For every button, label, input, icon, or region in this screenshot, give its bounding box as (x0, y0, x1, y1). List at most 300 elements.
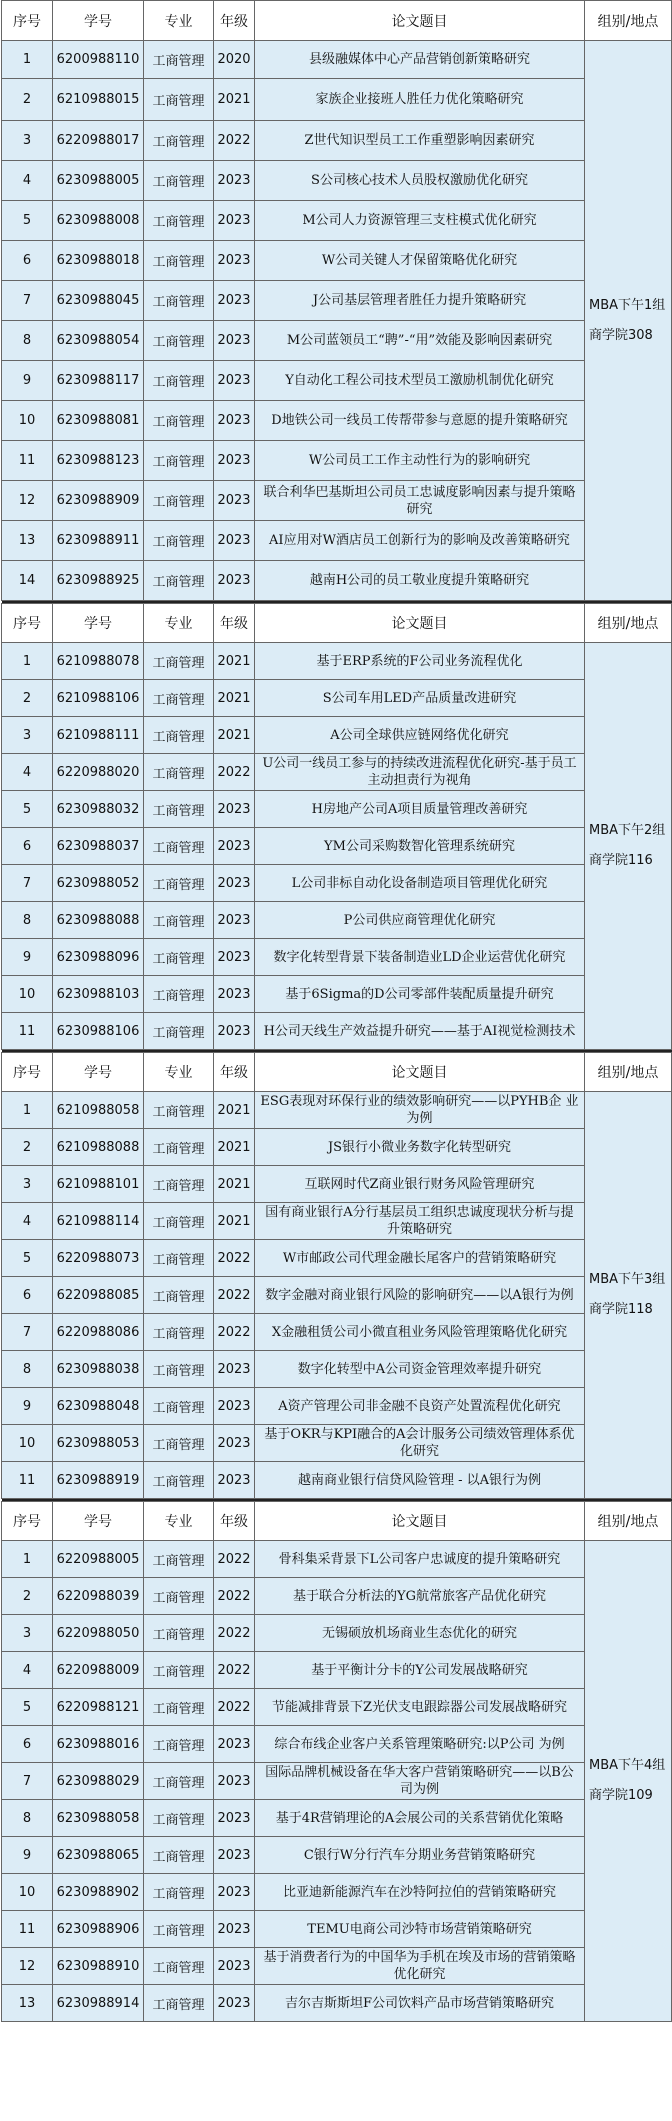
cell-thesis-title: 基于联合分析法的YG航常旅客产品优化研究 (255, 1578, 585, 1615)
cell-grade: 2022 (214, 1615, 255, 1652)
cell-student-id: 6220988050 (53, 1615, 144, 1652)
cell-grade: 2023 (214, 1837, 255, 1874)
cell-thesis-title: 越南H公司的员工敬业度提升策略研究 (255, 561, 585, 601)
cell-grade: 2020 (214, 41, 255, 79)
table-row (2, 754, 672, 791)
cell-student-id: 6220988086 (53, 1314, 144, 1351)
header-seq: 序号 (2, 604, 53, 643)
thesis-defense-table (1, 0, 672, 2022)
cell-student-id: 6210988106 (53, 680, 144, 717)
cell-student-id: 6210988101 (53, 1166, 144, 1203)
cell-seq: 8 (2, 321, 53, 361)
cell-student-id: 6230988906 (53, 1911, 144, 1948)
cell-thesis-title: Y自动化工程公司技术型员工激励机制优化研究 (255, 361, 585, 401)
cell-thesis-title: AI应用对W酒店员工创新行为的影响及改善策略研究 (255, 521, 585, 561)
table-row (2, 1314, 672, 1351)
cell-seq: 14 (2, 561, 53, 601)
cell-thesis-title: S公司车用LED产品质量改进研究 (255, 680, 585, 717)
cell-seq: 2 (2, 680, 53, 717)
cell-grade: 2023 (214, 1985, 255, 2022)
cell-thesis-title: 基于4R营销理论的A会展公司的关系营销优化策略 (255, 1800, 585, 1837)
cell-thesis-title: 县级融媒体中心产品营销创新策略研究 (255, 41, 585, 79)
cell-thesis-title: 基于OKR与KPI融合的A会计服务公司绩效管理体系优化研究 (255, 1425, 585, 1462)
cell-student-id: 6230988925 (53, 561, 144, 601)
cell-grade: 2023 (214, 1013, 255, 1050)
table-row (2, 1541, 672, 1578)
cell-grade: 2023 (214, 361, 255, 401)
cell-student-id: 6210988078 (53, 643, 144, 680)
cell-grade: 2022 (214, 1578, 255, 1615)
cell-grade: 2023 (214, 321, 255, 361)
group-location: 商学院308 (589, 327, 653, 343)
table-row (2, 1277, 672, 1314)
cell-major: 工商管理 (144, 1578, 214, 1615)
header-group: 组别/地点 (585, 1053, 672, 1092)
cell-student-id: 6220988005 (53, 1541, 144, 1578)
table-row (2, 1578, 672, 1615)
cell-student-id: 6210988111 (53, 717, 144, 754)
cell-major: 工商管理 (144, 1800, 214, 1837)
cell-thesis-title: JS银行小微业务数字化转型研究 (255, 1129, 585, 1166)
header-seq: 序号 (2, 1, 53, 41)
cell-grade: 2023 (214, 1763, 255, 1800)
table-row (2, 1166, 672, 1203)
cell-seq: 10 (2, 1425, 53, 1462)
table-row (2, 321, 672, 361)
cell-major: 工商管理 (144, 321, 214, 361)
header-grade: 年级 (214, 1, 255, 41)
cell-seq: 5 (2, 201, 53, 241)
cell-grade: 2023 (214, 161, 255, 201)
cell-major: 工商管理 (144, 1652, 214, 1689)
cell-major: 工商管理 (144, 680, 214, 717)
cell-major: 工商管理 (144, 201, 214, 241)
cell-thesis-title: 基于平衡计分卡的Y公司发展战略研究 (255, 1652, 585, 1689)
cell-thesis-title: ESG表现对环保行业的绩效影响研究——以PYHB企 业为例 (255, 1092, 585, 1129)
table-row (2, 717, 672, 754)
table-row (2, 1462, 672, 1499)
cell-grade: 2023 (214, 521, 255, 561)
cell-student-id: 6220988009 (53, 1652, 144, 1689)
table-row (2, 481, 672, 521)
cell-student-id: 6230988103 (53, 976, 144, 1013)
cell-major: 工商管理 (144, 1092, 214, 1129)
cell-grade: 2023 (214, 976, 255, 1013)
table-row (2, 79, 672, 121)
cell-grade: 2023 (214, 791, 255, 828)
cell-seq: 11 (2, 1462, 53, 1499)
cell-seq: 10 (2, 401, 53, 441)
header-major: 专业 (144, 1502, 214, 1541)
table-row (2, 828, 672, 865)
cell-student-id: 6230988123 (53, 441, 144, 481)
cell-major: 工商管理 (144, 1240, 214, 1277)
header-major: 专业 (144, 1053, 214, 1092)
cell-thesis-title: 吉尔吉斯斯坦F公司饮料产品市场营销策略研究 (255, 1985, 585, 2022)
cell-major: 工商管理 (144, 241, 214, 281)
cell-grade: 2022 (214, 1689, 255, 1726)
cell-seq: 12 (2, 481, 53, 521)
cell-thesis-title: YM公司采购数智化管理系统研究 (255, 828, 585, 865)
header-seq: 序号 (2, 1053, 53, 1092)
cell-thesis-title: M公司蓝领员工“聘”-“用”效能及影响因素研究 (255, 321, 585, 361)
cell-student-id: 6230988005 (53, 161, 144, 201)
cell-major: 工商管理 (144, 481, 214, 521)
header-group: 组别/地点 (585, 1502, 672, 1541)
cell-thesis-title: 数字金融对商业银行风险的影响研究——以A银行为例 (255, 1277, 585, 1314)
group-location: 商学院118 (589, 1302, 653, 1317)
cell-student-id: 6230988048 (53, 1388, 144, 1425)
cell-grade: 2021 (214, 717, 255, 754)
cell-grade: 2023 (214, 1800, 255, 1837)
cell-grade: 2021 (214, 1203, 255, 1240)
cell-seq: 9 (2, 1837, 53, 1874)
cell-seq: 8 (2, 902, 53, 939)
cell-thesis-title: 越南商业银行信贷风险管理 - 以A银行为例 (255, 1462, 585, 1499)
cell-thesis-title: A公司全球供应链网络优化研究 (255, 717, 585, 754)
cell-major: 工商管理 (144, 1874, 214, 1911)
cell-major: 工商管理 (144, 902, 214, 939)
cell-major: 工商管理 (144, 1763, 214, 1800)
cell-thesis-title: 基于ERP系统的F公司业务流程优化 (255, 643, 585, 680)
cell-student-id: 6230988032 (53, 791, 144, 828)
cell-student-id: 6220988020 (53, 754, 144, 791)
group-name: MBA下午1组 (589, 297, 666, 313)
group-cell (585, 1092, 672, 1499)
cell-major: 工商管理 (144, 828, 214, 865)
cell-seq: 3 (2, 717, 53, 754)
table-row (2, 521, 672, 561)
cell-seq: 4 (2, 161, 53, 201)
table-row (2, 1615, 672, 1652)
table-row (2, 791, 672, 828)
cell-grade: 2021 (214, 1092, 255, 1129)
cell-student-id: 6230988914 (53, 1985, 144, 2022)
header-row (2, 1053, 672, 1092)
cell-major: 工商管理 (144, 79, 214, 121)
table-row (2, 1092, 672, 1129)
header-row (2, 604, 672, 643)
cell-grade: 2023 (214, 865, 255, 902)
cell-grade: 2023 (214, 281, 255, 321)
cell-seq: 2 (2, 1578, 53, 1615)
cell-seq: 10 (2, 1874, 53, 1911)
cell-seq: 1 (2, 41, 53, 79)
header-row (2, 1, 672, 41)
cell-student-id: 6230988088 (53, 902, 144, 939)
cell-seq: 2 (2, 1129, 53, 1166)
cell-seq: 3 (2, 121, 53, 161)
cell-thesis-title: 数字化转型背景下装备制造业LD企业运营优化研究 (255, 939, 585, 976)
cell-grade: 2023 (214, 1351, 255, 1388)
cell-seq: 7 (2, 1314, 53, 1351)
cell-seq: 6 (2, 828, 53, 865)
cell-student-id: 6210988114 (53, 1203, 144, 1240)
cell-major: 工商管理 (144, 1277, 214, 1314)
table-row (2, 1911, 672, 1948)
cell-seq: 9 (2, 1388, 53, 1425)
group-name: MBA下午4组 (589, 1758, 666, 1773)
cell-major: 工商管理 (144, 41, 214, 79)
cell-major: 工商管理 (144, 1689, 214, 1726)
cell-grade: 2023 (214, 939, 255, 976)
header-group: 组别/地点 (585, 1, 672, 41)
cell-seq: 1 (2, 643, 53, 680)
cell-student-id: 6230988096 (53, 939, 144, 976)
cell-thesis-title: 数字化转型中A公司资金管理效率提升研究 (255, 1351, 585, 1388)
table-row (2, 1240, 672, 1277)
cell-seq: 7 (2, 865, 53, 902)
cell-student-id: 6220988039 (53, 1578, 144, 1615)
table-row (2, 1689, 672, 1726)
cell-major: 工商管理 (144, 281, 214, 321)
header-grade: 年级 (214, 604, 255, 643)
cell-seq: 12 (2, 1948, 53, 1985)
cell-major: 工商管理 (144, 1462, 214, 1499)
table-row (2, 1351, 672, 1388)
cell-major: 工商管理 (144, 865, 214, 902)
table-row (2, 1800, 672, 1837)
cell-grade: 2022 (214, 1240, 255, 1277)
table-row (2, 1726, 672, 1763)
table-row (2, 1203, 672, 1240)
cell-major: 工商管理 (144, 1837, 214, 1874)
cell-thesis-title: J公司基层管理者胜任力提升策略研究 (255, 281, 585, 321)
header-student-id: 学号 (53, 1502, 144, 1541)
cell-seq: 10 (2, 976, 53, 1013)
cell-thesis-title: 国有商业银行A分行基层员工组织忠诚度现状分析与提升策略研究 (255, 1203, 585, 1240)
cell-thesis-title: C银行W分行汽车分期业务营销策略研究 (255, 1837, 585, 1874)
cell-thesis-title: 骨科集采背景下L公司客户忠诚度的提升策略研究 (255, 1541, 585, 1578)
cell-thesis-title: 比亚迪新能源汽车在沙特阿拉伯的营销策略研究 (255, 1874, 585, 1911)
cell-student-id: 6200988110 (53, 41, 144, 79)
table-row (2, 121, 672, 161)
cell-thesis-title: Z世代知识型员工工作重塑影响因素研究 (255, 121, 585, 161)
table-row (2, 1652, 672, 1689)
cell-student-id: 6230988909 (53, 481, 144, 521)
group-name: MBA下午2组 (589, 823, 666, 838)
cell-major: 工商管理 (144, 754, 214, 791)
cell-major: 工商管理 (144, 441, 214, 481)
cell-seq: 9 (2, 361, 53, 401)
cell-grade: 2022 (214, 121, 255, 161)
cell-seq: 11 (2, 1911, 53, 1948)
cell-thesis-title: W市邮政公司代理金融长尾客户的营销策略研究 (255, 1240, 585, 1277)
cell-grade: 2023 (214, 481, 255, 521)
cell-thesis-title: D地铁公司一线员工传帮带参与意愿的提升策略研究 (255, 401, 585, 441)
cell-major: 工商管理 (144, 1203, 214, 1240)
table-row (2, 281, 672, 321)
cell-thesis-title: P公司供应商管理优化研究 (255, 902, 585, 939)
cell-thesis-title: U公司一线员工参与的持续改进流程优化研究-基于员工主动担责行为视角 (255, 754, 585, 791)
cell-grade: 2023 (214, 1462, 255, 1499)
cell-major: 工商管理 (144, 561, 214, 601)
group-location: 商学院109 (589, 1788, 653, 1803)
cell-seq: 6 (2, 1277, 53, 1314)
cell-grade: 2022 (214, 1314, 255, 1351)
cell-major: 工商管理 (144, 1013, 214, 1050)
cell-student-id: 6230988037 (53, 828, 144, 865)
cell-student-id: 6230988018 (53, 241, 144, 281)
cell-thesis-title: W公司员工工作主动性行为的影响研究 (255, 441, 585, 481)
cell-student-id: 6230988106 (53, 1013, 144, 1050)
table-row (2, 1874, 672, 1911)
table-row (2, 1013, 672, 1050)
cell-seq: 4 (2, 1652, 53, 1689)
cell-seq: 5 (2, 1240, 53, 1277)
cell-student-id: 6230988038 (53, 1351, 144, 1388)
cell-major: 工商管理 (144, 791, 214, 828)
table-row (2, 1837, 672, 1874)
header-grade: 年级 (214, 1502, 255, 1541)
cell-grade: 2023 (214, 1425, 255, 1462)
cell-seq: 7 (2, 1763, 53, 1800)
group-cell (585, 41, 672, 601)
cell-grade: 2023 (214, 1726, 255, 1763)
cell-thesis-title: 综合布线企业客户关系管理策略研究:以P公司 为例 (255, 1726, 585, 1763)
cell-thesis-title: M公司人力资源管理三支柱模式优化研究 (255, 201, 585, 241)
cell-thesis-title: H房地产公司A项目质量管理改善研究 (255, 791, 585, 828)
cell-thesis-title: L公司非标自动化设备制造项目管理优化研究 (255, 865, 585, 902)
cell-student-id: 6230988919 (53, 1462, 144, 1499)
cell-seq: 4 (2, 754, 53, 791)
cell-thesis-title: 节能减排背景下Z光伏支电跟踪器公司发展战略研究 (255, 1689, 585, 1726)
header-grade: 年级 (214, 1053, 255, 1092)
table-row (2, 976, 672, 1013)
cell-thesis-title: H公司天线生产效益提升研究——基于AI视觉检测技术 (255, 1013, 585, 1050)
table-row (2, 865, 672, 902)
cell-major: 工商管理 (144, 1129, 214, 1166)
cell-major: 工商管理 (144, 939, 214, 976)
cell-student-id: 6220988121 (53, 1689, 144, 1726)
cell-student-id: 6210988058 (53, 1092, 144, 1129)
cell-student-id: 6230988910 (53, 1948, 144, 1985)
cell-seq: 4 (2, 1203, 53, 1240)
cell-grade: 2021 (214, 643, 255, 680)
cell-seq: 6 (2, 1726, 53, 1763)
table-row (2, 1388, 672, 1425)
cell-major: 工商管理 (144, 976, 214, 1013)
cell-seq: 8 (2, 1800, 53, 1837)
cell-grade: 2021 (214, 1129, 255, 1166)
table-row (2, 361, 672, 401)
cell-grade: 2021 (214, 680, 255, 717)
header-student-id: 学号 (53, 604, 144, 643)
cell-grade: 2021 (214, 79, 255, 121)
cell-seq: 3 (2, 1166, 53, 1203)
cell-thesis-title: 无锡硕放机场商业生态优化的研究 (255, 1615, 585, 1652)
cell-major: 工商管理 (144, 1948, 214, 1985)
cell-seq: 7 (2, 281, 53, 321)
cell-student-id: 6230988029 (53, 1763, 144, 1800)
cell-grade: 2022 (214, 1541, 255, 1578)
cell-seq: 3 (2, 1615, 53, 1652)
cell-grade: 2023 (214, 1948, 255, 1985)
cell-major: 工商管理 (144, 1726, 214, 1763)
cell-major: 工商管理 (144, 1388, 214, 1425)
cell-major: 工商管理 (144, 1615, 214, 1652)
cell-grade: 2023 (214, 1911, 255, 1948)
cell-student-id: 6230988016 (53, 1726, 144, 1763)
cell-student-id: 6230988052 (53, 865, 144, 902)
cell-major: 工商管理 (144, 643, 214, 680)
cell-student-id: 6230988054 (53, 321, 144, 361)
cell-student-id: 6220988073 (53, 1240, 144, 1277)
cell-major: 工商管理 (144, 1911, 214, 1948)
cell-grade: 2021 (214, 1166, 255, 1203)
cell-thesis-title: 国际品牌机械设备在华大客户营销策略研究——以B公司为例 (255, 1763, 585, 1800)
cell-student-id: 6230988008 (53, 201, 144, 241)
table-row (2, 902, 672, 939)
cell-major: 工商管理 (144, 401, 214, 441)
cell-thesis-title: 家族企业接班人胜任力优化策略研究 (255, 79, 585, 121)
cell-grade: 2023 (214, 441, 255, 481)
cell-major: 工商管理 (144, 1351, 214, 1388)
cell-seq: 6 (2, 241, 53, 281)
table-row (2, 1425, 672, 1462)
cell-student-id: 6230988053 (53, 1425, 144, 1462)
table-row (2, 161, 672, 201)
header-student-id: 学号 (53, 1, 144, 41)
cell-grade: 2022 (214, 1277, 255, 1314)
cell-major: 工商管理 (144, 361, 214, 401)
header-title: 论文题目 (255, 1502, 585, 1541)
cell-student-id: 6220988085 (53, 1277, 144, 1314)
cell-thesis-title: 基于6Sigma的D公司零部件装配质量提升研究 (255, 976, 585, 1013)
cell-major: 工商管理 (144, 1541, 214, 1578)
group-location: 商学院116 (589, 853, 653, 868)
header-student-id: 学号 (53, 1053, 144, 1092)
cell-thesis-title: 联合利华巴基斯坦公司员工忠诚度影响因素与提升策略研究 (255, 481, 585, 521)
cell-major: 工商管理 (144, 521, 214, 561)
table-row (2, 241, 672, 281)
cell-seq: 2 (2, 79, 53, 121)
group-cell (585, 643, 672, 1050)
cell-grade: 2023 (214, 241, 255, 281)
table-row (2, 561, 672, 601)
cell-student-id: 6220988017 (53, 121, 144, 161)
cell-student-id: 6230988911 (53, 521, 144, 561)
cell-student-id: 6230988081 (53, 401, 144, 441)
cell-seq: 11 (2, 1013, 53, 1050)
cell-grade: 2023 (214, 1388, 255, 1425)
cell-thesis-title: A资产管理公司非金融不良资产处置流程优化研究 (255, 1388, 585, 1425)
cell-thesis-title: 互联网时代Z商业银行财务风险管理研究 (255, 1166, 585, 1203)
header-group: 组别/地点 (585, 604, 672, 643)
group-name: MBA下午3组 (589, 1272, 666, 1287)
cell-major: 工商管理 (144, 1314, 214, 1351)
cell-major: 工商管理 (144, 121, 214, 161)
cell-seq: 5 (2, 791, 53, 828)
cell-thesis-title: W公司关键人才保留策略优化研究 (255, 241, 585, 281)
cell-seq: 8 (2, 1351, 53, 1388)
cell-grade: 2022 (214, 1652, 255, 1689)
header-seq: 序号 (2, 1502, 53, 1541)
cell-major: 工商管理 (144, 717, 214, 754)
cell-grade: 2023 (214, 201, 255, 241)
cell-student-id: 6230988117 (53, 361, 144, 401)
cell-thesis-title: 基于消费者行为的中国华为手机在埃及市场的营销策略优化研究 (255, 1948, 585, 1985)
cell-thesis-title: TEMU电商公司沙特市场营销策略研究 (255, 1911, 585, 1948)
cell-seq: 13 (2, 521, 53, 561)
cell-seq: 1 (2, 1541, 53, 1578)
cell-major: 工商管理 (144, 161, 214, 201)
table-row (2, 680, 672, 717)
cell-thesis-title: S公司核心技术人员股权激励优化研究 (255, 161, 585, 201)
cell-grade: 2023 (214, 1874, 255, 1911)
cell-grade: 2023 (214, 401, 255, 441)
table-row (2, 441, 672, 481)
